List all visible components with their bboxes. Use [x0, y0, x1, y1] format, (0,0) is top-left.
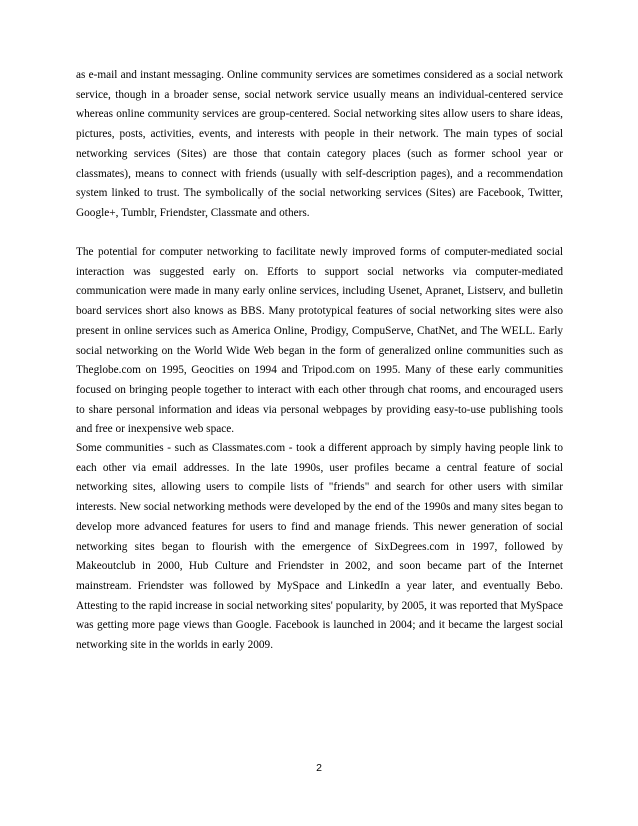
page-number: 2 [316, 762, 322, 774]
paragraph-early-computer-networking: The potential for computer networking to facilitate newly improved forms of computer-mediated social interaction was suggested early on. Efforts to support social networks via computer-mediated communication were made in many early online services, including Usenet, Apranet, Listserv, and bulletin board services short also knows as BBS. Many prototypical features of social networking sites were also present in online services such as America Online, Prodigy, CompuServe, ChatNet, and The WELL. Early social networking on the World Wide Web began in the form of generalized online communities such as Theglobe.com on 1995, Geocities on 1994 and Tripod.com on 1995. Many of these early communities focused on bringing people together to interact with each other through chat rooms, and encouraged users to share personal information and ideas via personal webpages by providing easy-to-use publishing tools and free or inexpensive web space. [76, 246, 563, 436]
paragraph-online-community-services: as e-mail and instant messaging. Online community services are sometimes considered as a social network service, though in a broader sense, social network service usually means an individual-centered service whereas online community services are group-centered. Social networking sites allow users to share ideas, pictures, posts, activities, events, and interests with people in their network. The main types of social networking services (Sites) are those that contain category places (such as former school year or classmates), means to connect with friends (usually with self-description pages), and a recommendation system linked to trust. The symbolically of the social networking services (Sites) are Facebook, Twitter, Google+, Tumblr, Friendster, Classmate and others. [76, 69, 563, 219]
paragraph-social-networking-history: Some communities - such as Classmates.com - took a different approach by simply having people link to each other via email addresses. In the late 1990s, user profiles became a central feature of social networking sites, allowing users to compile lists of "friends" and search for other users with similar interests. New social networking methods were developed by the end of the 1990s and many sites began to develop more advanced features for users to find and manage friends. This newer generation of social networking sites began to flourish with the emergence of SixDegrees.com in 1997, followed by Makeoutclub in 2000, Hub Culture and Friendster in 2002, and soon became part of the Internet mainstream. Friendster was followed by MySpace and LinkedIn a year later, and eventually Bebo. Attesting to the rapid increase in social networking sites' popularity, by 2005, it was reported that MySpace was getting more page views than Google. Facebook is launched in 2004; and it became the largest social networking site in the worlds in early 2009. [76, 442, 563, 652]
